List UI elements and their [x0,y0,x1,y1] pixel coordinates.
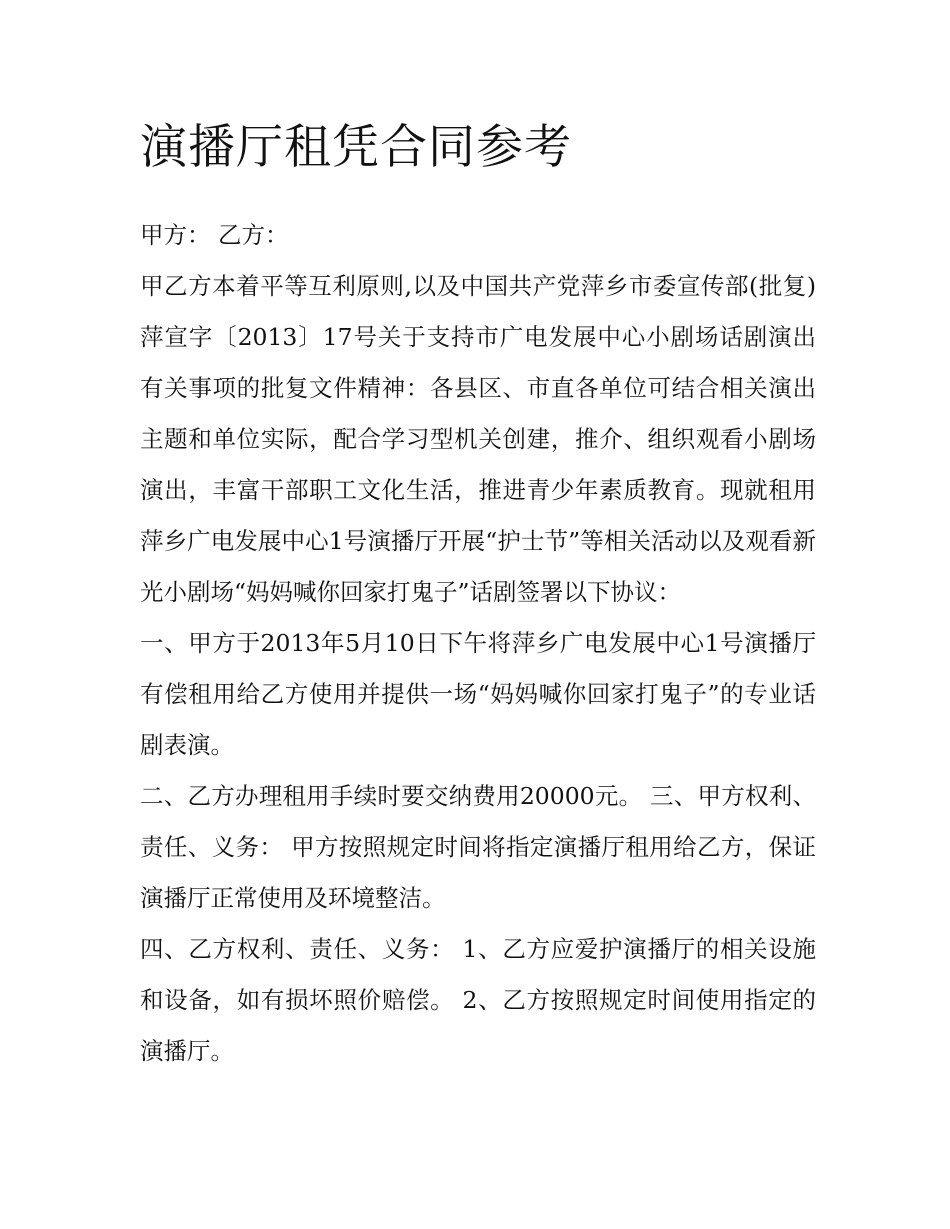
clause-two-three: 二、乙方办理租用手续时要交纳费用20000元。 三、甲方权利、责任、义务： 甲方按照规定时间将指定演播厅租用给乙方，保证演播厅正常使用及环境整洁。 [140,782,816,912]
preamble-paragraph: 甲乙方本着平等互利原则,以及中国共产党萍乡市委宣传部(批复)萍宣字〔2013〕17号关于支持市广电发展中心小剧场话剧演出有关事项的批复文件精神：各县区、市直各单位可结合相关演出主题和单位实际，配合学习型机关创建，推介、组织观看小剧场演出，丰富干部职工文化生活，推进青少年素质教育。现就租用萍乡广电发展中心1号演播厅开展“护士节”等相关活动以及观看新光小剧场“妈妈喊你回家打鬼子”话剧签署以下协议： [140,272,816,606]
party-line: 甲方： 乙方： [140,221,289,249]
document-page [140,112,816,1077]
document-title: 演播厅租凭合同参考 [140,120,572,175]
clause-one: 一、甲方于2013年5月10日下午将萍乡广电发展中心1号演播厅有偿租用给乙方使用并提供一场“妈妈喊你回家打鬼子”的专业话剧表演。 [140,629,816,759]
clause-four: 四、乙方权利、责任、义务： 1、乙方应爱护演播厅的相关设施和设备，如有损坏照价赔偿。 2、乙方按照规定时间使用指定的演播厅。 [140,935,816,1065]
